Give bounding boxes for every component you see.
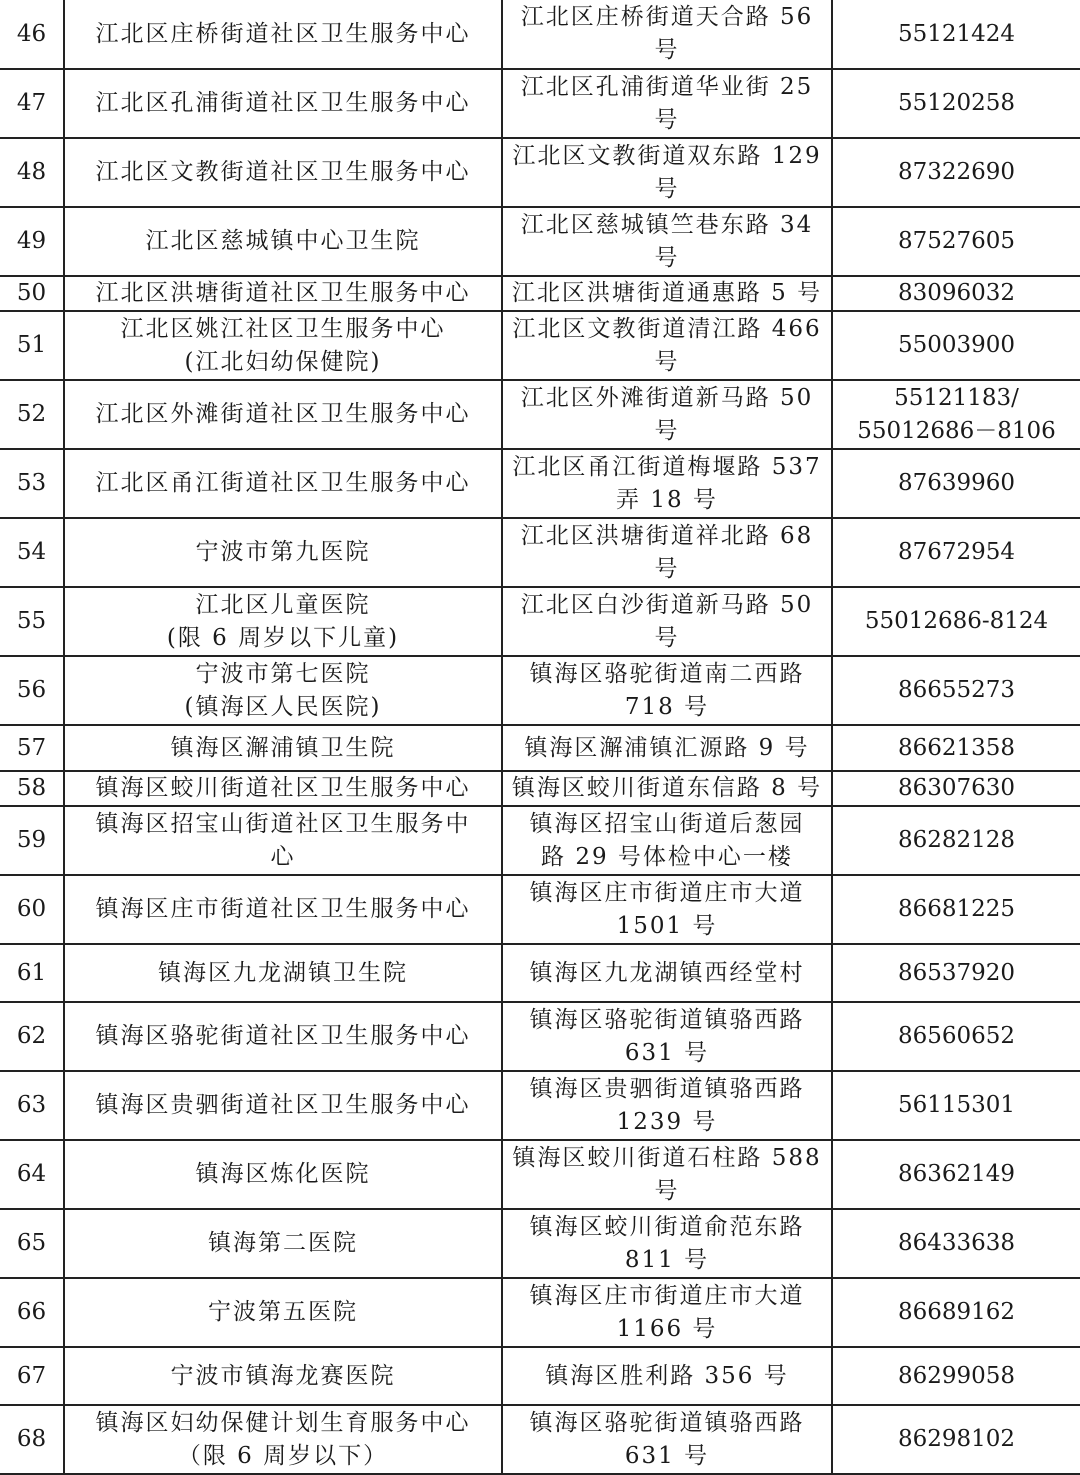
cell-row-number: 63 [0, 1071, 64, 1140]
cell-row-number: 58 [0, 771, 64, 806]
address-line: 号 [654, 106, 680, 133]
phone-line: 86681225 [897, 896, 1016, 922]
cell-address [502, 380, 832, 449]
address-line: 镇海区蛟川街道俞范东路 [529, 1213, 805, 1240]
table-row [0, 1002, 1080, 1071]
address-line: 镇海区庄市街道庄市大道 [529, 879, 805, 906]
address-line: 镇海区蛟川街道东信路 8 号 [511, 775, 823, 801]
phone-line: 87322690 [897, 159, 1016, 185]
cell-institution-name [64, 311, 502, 380]
table-row [0, 1405, 1080, 1474]
address-line: 号 [654, 348, 680, 375]
cell-row-number: 46 [0, 0, 64, 69]
phone-line: 86433638 [897, 1230, 1016, 1256]
address-line: 号 [654, 175, 680, 202]
cell-phone [832, 1140, 1080, 1209]
phone-line: 55120258 [897, 90, 1016, 116]
cell-phone [832, 449, 1080, 518]
cell-institution-name [64, 1347, 502, 1405]
cell-address [502, 0, 832, 69]
cell-address [502, 587, 832, 656]
cell-row-number: 60 [0, 875, 64, 944]
cell-phone [832, 0, 1080, 69]
cell-phone [832, 944, 1080, 1002]
cell-address [502, 1002, 832, 1071]
phone-line: 56115301 [897, 1092, 1016, 1118]
cell-address [502, 944, 832, 1002]
cell-institution-name [64, 1405, 502, 1474]
phone-line: 86560652 [897, 1023, 1016, 1049]
cell-phone [832, 276, 1080, 311]
institution-name-line: (镇海区人民医院) [184, 693, 382, 720]
cell-institution-name [64, 449, 502, 518]
cell-phone [832, 1278, 1080, 1347]
cell-institution-name [64, 656, 502, 725]
cell-phone [832, 380, 1080, 449]
cell-row-number: 57 [0, 725, 64, 771]
cell-institution-name [64, 1209, 502, 1278]
address-line: 江北区洪塘街道祥北路 68 [520, 522, 814, 549]
cell-institution-name [64, 771, 502, 806]
cell-row-number: 47 [0, 69, 64, 138]
address-line: 811 号 [624, 1246, 710, 1273]
institution-name-line: 江北区甬江街道社区卫生服务中心 [95, 470, 471, 496]
institution-name-line: 心 [270, 843, 296, 870]
address-line: 718 号 [624, 693, 710, 720]
phone-line: 86298102 [897, 1426, 1016, 1452]
cell-phone [832, 1347, 1080, 1405]
phone-line: 86362149 [897, 1161, 1016, 1187]
institution-name-line: 镇海区妇幼保健计划生育服务中心 [95, 1409, 471, 1436]
phone-line: 87672954 [897, 539, 1016, 565]
institution-name-line: 镇海区招宝山街道社区卫生服务中 [95, 810, 471, 837]
table-row [0, 1140, 1080, 1209]
institution-name-line: 宁波市镇海龙赛医院 [170, 1362, 396, 1389]
institution-name-line: 镇海区澥浦镇卫生院 [170, 734, 396, 761]
table-row [0, 1209, 1080, 1278]
table-row [0, 806, 1080, 875]
cell-address [502, 725, 832, 771]
table-row [0, 0, 1080, 69]
address-line: 镇海区庄市街道庄市大道 [529, 1282, 805, 1309]
table-row [0, 771, 1080, 806]
phone-line: 86537920 [897, 959, 1016, 986]
phone-line: 86621358 [897, 734, 1016, 761]
institution-name-line: 江北区庄桥街道社区卫生服务中心 [95, 20, 471, 47]
cell-address [502, 656, 832, 725]
cell-address [502, 771, 832, 806]
address-line: 路 29 号体检中心一楼 [541, 843, 793, 870]
address-line: 江北区甬江街道梅堰路 537 [512, 453, 822, 480]
cell-address [502, 138, 832, 207]
cell-address [502, 69, 832, 138]
institution-name-line: 宁波第五医院 [208, 1299, 358, 1325]
cell-institution-name [64, 207, 502, 276]
table-row [0, 656, 1080, 725]
cell-row-number: 48 [0, 138, 64, 207]
cell-institution-name [64, 380, 502, 449]
institution-name-line: 江北区孔浦街道社区卫生服务中心 [95, 90, 471, 116]
table-row [0, 1071, 1080, 1140]
table-row [0, 449, 1080, 518]
cell-phone [832, 656, 1080, 725]
table-row [0, 276, 1080, 311]
address-line: 镇海区澥浦镇汇源路 9 号 [524, 734, 810, 761]
cell-institution-name [64, 69, 502, 138]
cell-row-number: 53 [0, 449, 64, 518]
phone-line: 86307630 [897, 775, 1016, 801]
phone-line: 86655273 [897, 677, 1016, 703]
address-line: 江北区孔浦街道华业街 25 [520, 73, 814, 100]
cell-row-number: 68 [0, 1405, 64, 1474]
institution-name-line: 镇海第二医院 [208, 1230, 358, 1256]
phone-line: 87527605 [897, 228, 1016, 254]
cell-institution-name [64, 875, 502, 944]
address-line: 镇海区九龙湖镇西经堂村 [529, 959, 805, 986]
cell-phone [832, 1002, 1080, 1071]
cell-phone [832, 207, 1080, 276]
address-line: 江北区外滩街道新马路 50 [520, 384, 814, 411]
cell-institution-name [64, 1140, 502, 1209]
institution-name-line: 镇海区贵驷街道社区卫生服务中心 [95, 1092, 471, 1118]
address-line: 江北区洪塘街道通惠路 5 号 [511, 280, 823, 306]
table-row [0, 518, 1080, 587]
cell-phone [832, 69, 1080, 138]
cell-phone [832, 875, 1080, 944]
cell-institution-name [64, 1278, 502, 1347]
address-line: 1166 号 [616, 1315, 718, 1342]
institution-name-line: 江北区外滩街道社区卫生服务中心 [95, 401, 471, 427]
institution-name-line: 镇海区炼化医院 [195, 1161, 371, 1187]
table-row [0, 875, 1080, 944]
address-line: 镇海区骆驼街道镇骆西路 [529, 1409, 805, 1436]
cell-institution-name [64, 0, 502, 69]
address-line: 镇海区蛟川街道石柱路 588 [512, 1144, 822, 1171]
institution-name-line: 镇海区九龙湖镇卫生院 [158, 959, 408, 986]
cell-address [502, 1140, 832, 1209]
table-row [0, 725, 1080, 771]
cell-phone [832, 725, 1080, 771]
address-line: 号 [654, 624, 680, 651]
cell-row-number: 51 [0, 311, 64, 380]
phone-line: 86282128 [897, 827, 1016, 853]
phone-line: 86689162 [897, 1299, 1016, 1325]
institution-name-line: (江北妇幼保健院) [184, 348, 382, 375]
phone-line: 55012686-8124 [864, 608, 1049, 634]
cell-phone [832, 311, 1080, 380]
address-line: 号 [654, 417, 680, 444]
institution-name-line: 江北区儿童医院 [195, 591, 371, 618]
address-line: 江北区文教街道清江路 466 [512, 315, 822, 342]
address-line: 镇海区招宝山街道后葱园 [529, 810, 805, 837]
institution-name-line: 宁波市第九医院 [195, 539, 371, 565]
table-row [0, 1347, 1080, 1405]
address-line: 镇海区骆驼街道南二西路 [529, 660, 805, 687]
cell-address [502, 1405, 832, 1474]
cell-row-number: 65 [0, 1209, 64, 1278]
phone-line: 55121183/ [894, 384, 1019, 411]
address-line: 号 [654, 1177, 680, 1204]
institution-name-line: (限 6 周岁以下儿童) [166, 624, 400, 651]
address-line: 1239 号 [616, 1108, 718, 1135]
cell-address [502, 1209, 832, 1278]
address-line: 江北区文教街道双东路 129 [512, 142, 822, 169]
address-line: 号 [654, 555, 680, 582]
cell-row-number: 54 [0, 518, 64, 587]
cell-address [502, 1071, 832, 1140]
cell-institution-name [64, 944, 502, 1002]
institution-name-line: 镇海区骆驼街道社区卫生服务中心 [95, 1023, 471, 1049]
table-row [0, 138, 1080, 207]
cell-row-number: 49 [0, 207, 64, 276]
cell-address [502, 1347, 832, 1405]
cell-phone [832, 771, 1080, 806]
table-row [0, 311, 1080, 380]
cell-row-number: 56 [0, 656, 64, 725]
cell-row-number: 52 [0, 380, 64, 449]
cell-phone [832, 1209, 1080, 1278]
cell-phone [832, 587, 1080, 656]
cell-address [502, 207, 832, 276]
cell-institution-name [64, 518, 502, 587]
address-line: 弄 18 号 [616, 486, 718, 513]
institution-name-line: 江北区文教街道社区卫生服务中心 [95, 159, 471, 185]
table-row [0, 587, 1080, 656]
address-line: 江北区庄桥街道天合路 56 [520, 4, 814, 30]
phone-line: 55003900 [897, 332, 1016, 358]
cell-address [502, 518, 832, 587]
address-line: 镇海区骆驼街道镇骆西路 [529, 1006, 805, 1033]
cell-phone [832, 1405, 1080, 1474]
address-line: 631 号 [624, 1442, 710, 1469]
cell-address [502, 449, 832, 518]
address-line: 1501 号 [616, 912, 718, 939]
address-line: 镇海区胜利路 356 号 [545, 1362, 789, 1389]
table-row [0, 1278, 1080, 1347]
institution-name-line: （限 6 周岁以下） [177, 1442, 389, 1469]
cell-address [502, 311, 832, 380]
cell-institution-name [64, 725, 502, 771]
address-line: 号 [654, 244, 680, 271]
cell-row-number: 61 [0, 944, 64, 1002]
phone-line: 87639960 [897, 470, 1016, 496]
cell-row-number: 66 [0, 1278, 64, 1347]
cell-row-number: 59 [0, 806, 64, 875]
institution-name-line: 江北区姚江社区卫生服务中心 [120, 315, 446, 342]
address-line: 江北区白沙街道新马路 50 [520, 591, 814, 618]
cell-row-number: 50 [0, 276, 64, 311]
institution-name-line: 江北区慈城镇中心卫生院 [145, 228, 421, 254]
table-row [0, 380, 1080, 449]
cell-address [502, 276, 832, 311]
cell-row-number: 55 [0, 587, 64, 656]
cell-row-number: 64 [0, 1140, 64, 1209]
institution-name-line: 江北区洪塘街道社区卫生服务中心 [95, 280, 471, 306]
phone-line: 83096032 [897, 280, 1016, 306]
institution-name-line: 镇海区蛟川街道社区卫生服务中心 [95, 775, 471, 801]
cell-institution-name [64, 1071, 502, 1140]
institution-name-line: 镇海区庄市街道社区卫生服务中心 [95, 896, 471, 922]
phone-line: 55012686－8106 [857, 417, 1056, 444]
cell-row-number: 62 [0, 1002, 64, 1071]
address-line: 镇海区贵驷街道镇骆西路 [529, 1075, 805, 1102]
cell-institution-name [64, 276, 502, 311]
cell-address [502, 806, 832, 875]
cell-address [502, 875, 832, 944]
table-row [0, 207, 1080, 276]
address-line: 631 号 [624, 1039, 710, 1066]
cell-institution-name [64, 587, 502, 656]
table-row [0, 69, 1080, 138]
address-line: 号 [654, 37, 680, 63]
address-line: 江北区慈城镇竺巷东路 34 [520, 211, 814, 238]
table-row [0, 944, 1080, 1002]
cell-row-number: 67 [0, 1347, 64, 1405]
phone-line: 55121424 [897, 20, 1016, 47]
institution-name-line: 宁波市第七医院 [195, 660, 371, 687]
cell-institution-name [64, 138, 502, 207]
cell-phone [832, 138, 1080, 207]
cell-institution-name [64, 1002, 502, 1071]
cell-phone [832, 806, 1080, 875]
phone-line: 86299058 [897, 1362, 1016, 1389]
cell-address [502, 1278, 832, 1347]
cell-institution-name [64, 806, 502, 875]
cell-phone [832, 518, 1080, 587]
cell-phone [832, 1071, 1080, 1140]
